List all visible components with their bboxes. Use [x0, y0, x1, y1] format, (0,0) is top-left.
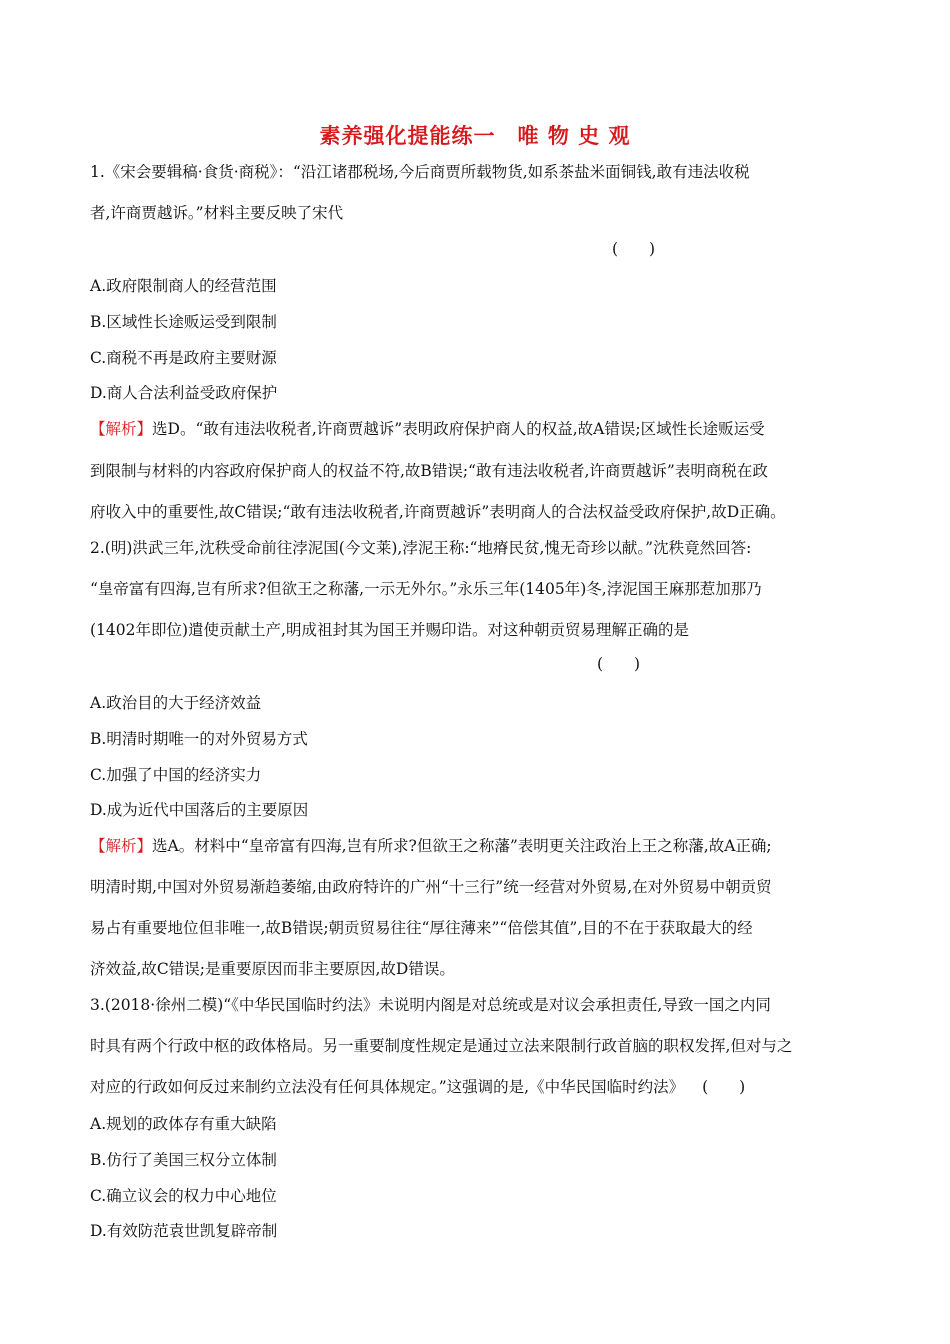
analysis-tag: 【解析】: [90, 420, 153, 438]
q2-analysis-line-4: 济效益,故C错误;是重要原因而非主要原因,故D错误。: [90, 960, 455, 978]
q2-analysis-text-1: 选A。材料中“皇帝富有四海,岂有所求?但欲王之称藩”表明更关注政治上王之称藩,故A正确;: [152, 837, 772, 855]
q2-answer-paren: ( ): [597, 655, 641, 673]
q1-stem-line-1: 1.《宋会要辑稿·食货·商税》：“沿江诸郡税场,今后商贾所载物货,如系茶盐米面铜钱,敢有违法收税: [90, 163, 750, 181]
q3-stem-text-3: 对应的行政如何反过来制约立法没有任何具体规定。”这强调的是,《中华民国临时约法》: [90, 1078, 685, 1096]
q3-stem-line-3: [90, 1077, 865, 1097]
q1-option-d: D.商人合法利益受政府保护: [90, 384, 278, 402]
q3-answer-paren: ( ): [702, 1078, 746, 1096]
q2-analysis-line-2: 明清时期,中国对外贸易渐趋萎缩,由政府特许的广州“十三行”统一经营对外贸易,在对外贸易中朝贡贸: [90, 878, 772, 896]
q1-analysis-line-2: 到限制与材料的内容政府保护商人的权益不符,故B错误;“敢有违法收税者,许商贾越诉”表明商税在政: [90, 462, 768, 480]
q3-option-b: B.仿行了美国三权分立体制: [90, 1151, 277, 1169]
q3-option-a: A.规划的政体存有重大缺陷: [90, 1115, 277, 1133]
q1-analysis-line-1: [90, 419, 865, 439]
q2-option-a: A.政治目的大于经济效益: [90, 694, 262, 712]
q3-stem-line-1: 3.(2018·徐州二模)“《中华民国临时约法》未说明内阁是对总统或是对议会承担责任,导致一国之内同: [90, 996, 771, 1014]
q1-analysis-line-3: 府收入中的重要性,故C错误;“敢有违法收税者,许商贾越诉”表明商人的合法权益受政府保护,故D正确。: [90, 503, 786, 521]
q3-option-c: C.确立议会的权力中心地位: [90, 1187, 277, 1205]
q1-analysis-text-1: 选D。“敢有违法收税者,许商贾越诉”表明政府保护商人的权益,故A错误;区域性长途贩运受: [152, 420, 765, 438]
q2-analysis-line-1: [90, 836, 865, 856]
q1-answer-paren: ( ): [612, 240, 656, 258]
q2-stem-line-1: 2.(明)洪武三年,沈秩受命前往浡泥国(今文莱),浡泥王称:“地瘠民贫,愧无奇珍以献。”沈秩竟然回答:: [90, 539, 752, 557]
q3-stem-line-2: 时具有两个行政中枢的政体格局。另一重要制度性规定是通过立法来限制行政首脑的职权发挥,但对与之: [90, 1037, 793, 1055]
q2-stem-line-3: (1402年即位)遣使贡献土产,明成祖封其为国王并赐印诰。对这种朝贡贸易理解正确的是: [90, 621, 689, 639]
q2-analysis-line-3: 易占有重要地位但非唯一,故B错误;朝贡贸易往往“厚往薄来”“倍偿其值”,目的不在于获取最大的经: [90, 919, 753, 937]
q2-option-c: C.加强了中国的经济实力: [90, 766, 262, 784]
q1-option-a: A.政府限制商人的经营范围: [90, 277, 277, 295]
q2-option-d: D.成为近代中国落后的主要原因: [90, 801, 309, 819]
q3-option-d: D.有效防范袁世凯复辟帝制: [90, 1222, 278, 1240]
q2-option-b: B.明清时期唯一的对外贸易方式: [90, 730, 308, 748]
page-title: 素养强化提能练一 唯 物 史 观: [319, 124, 631, 148]
q1-option-b: B.区域性长途贩运受到限制: [90, 313, 277, 331]
q1-option-c: C.商税不再是政府主要财源: [90, 349, 277, 367]
analysis-tag: 【解析】: [90, 837, 153, 855]
q2-stem-line-2: “皇帝富有四海,岂有所求?但欲王之称藩,一示无外尔。”永乐三年(1405年)冬,浡泥国王麻那惹加那乃: [90, 580, 762, 598]
q1-stem-line-2: 者,许商贾越诉。”材料主要反映了宋代: [90, 204, 344, 222]
